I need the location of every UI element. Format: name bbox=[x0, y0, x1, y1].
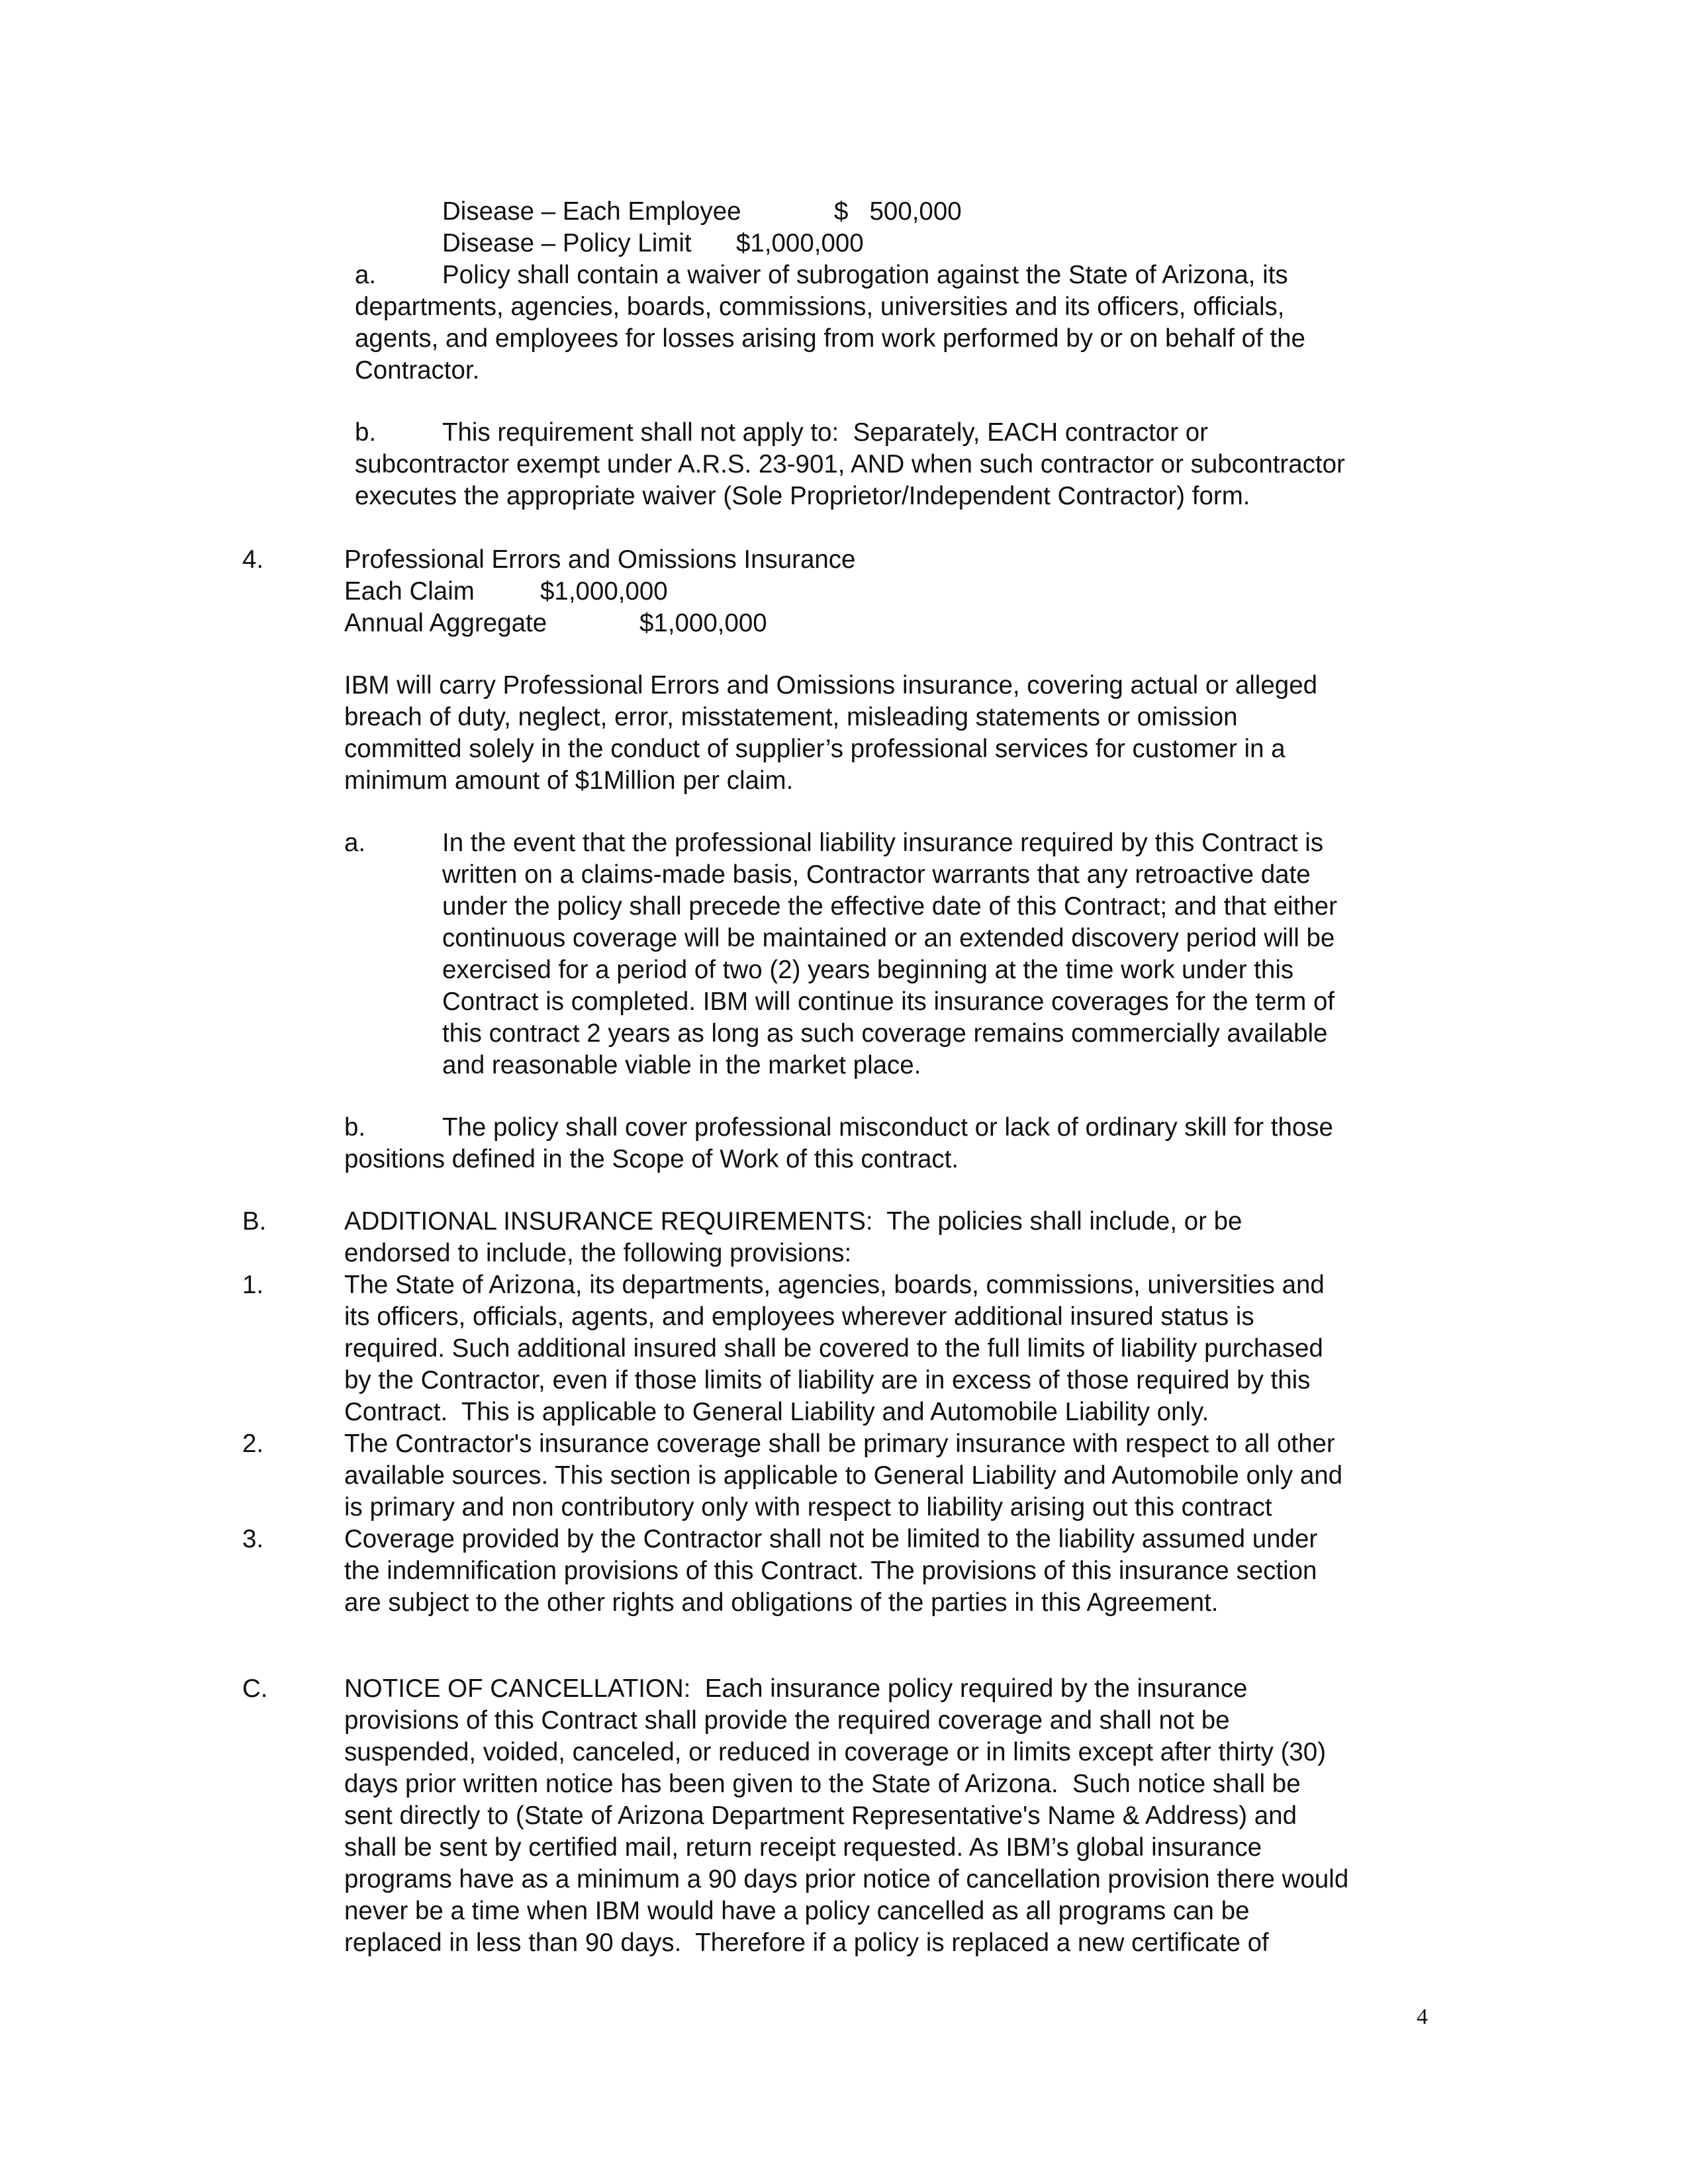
paragraph-line: and reasonable viable in the market place. bbox=[442, 1051, 921, 1079]
paragraph-line: written on a claims-made basis, Contractor warrants that any retroactive date bbox=[442, 860, 1311, 889]
paragraph-line: minimum amount of $1Million per claim. bbox=[344, 766, 794, 795]
paragraph-line: never be a time when IBM would have a policy cancelled as all programs can be bbox=[344, 1897, 1250, 1925]
paragraph-line: ADDITIONAL INSURANCE REQUIREMENTS: The policies shall include, or be bbox=[344, 1207, 1243, 1236]
paragraph-line: positions defined in the Scope of Work of this contract. bbox=[344, 1145, 959, 1173]
paragraph-line: the indemnification provisions of this Contract. The provisions of this insurance section bbox=[344, 1557, 1317, 1585]
paragraph-line: available sources. This section is applicable to General Liability and Automobile only and bbox=[344, 1461, 1343, 1490]
paragraph-line: shall be sent by certified mail, return receipt requested. As IBM’s global insurance bbox=[344, 1833, 1262, 1862]
paragraph-line: agents, and employees for losses arising from work performed by or on behalf of the bbox=[355, 324, 1305, 353]
paragraph-line: executes the appropriate waiver (Sole Proprietor/Independent Contractor) form. bbox=[355, 482, 1250, 510]
paragraph-line: suspended, voided, canceled, or reduced in coverage or in limits except after thirty (30) bbox=[344, 1738, 1327, 1766]
annual-aggregate-value: $1,000,000 bbox=[639, 609, 767, 637]
paragraph-line: sent directly to (State of Arizona Department Representative's Name & Address) and bbox=[344, 1801, 1297, 1830]
paragraph-line: Contract. This is applicable to General Liability and Automobile Liability only. bbox=[344, 1398, 1209, 1426]
item-number: 1. bbox=[242, 1271, 264, 1299]
disease-policy-label: Disease – Policy Limit bbox=[442, 229, 692, 257]
paragraph-line: programs have as a minimum a 90 days prior notice of cancellation provision there would bbox=[344, 1865, 1349, 1893]
paragraph-line: under the policy shall precede the effective date of this Contract; and that either bbox=[442, 892, 1337, 921]
paragraph-line: In the event that the professional liability insurance required by this Contract is bbox=[442, 829, 1324, 857]
paragraph-line: subcontractor exempt under A.R.S. 23-901, AND when such contractor or subcontractor bbox=[355, 450, 1345, 478]
disease-employee-label: Disease – Each Employee bbox=[442, 197, 741, 226]
item-number: 3. bbox=[242, 1525, 264, 1553]
paragraph-line: This requirement shall not apply to: Separately, EACH contractor or bbox=[442, 418, 1208, 447]
paragraph-line: departments, agencies, boards, commissions, universities and its officers, officials, bbox=[355, 293, 1285, 321]
section-title: Professional Errors and Omissions Insurance bbox=[344, 545, 856, 574]
paragraph-line: exercised for a period of two (2) years beginning at the time work under this bbox=[442, 956, 1294, 984]
annual-aggregate-label: Annual Aggregate bbox=[344, 609, 547, 637]
paragraph-line: required. Such additional insured shall be covered to the full limits of liability purchased bbox=[344, 1334, 1323, 1363]
page-number: 4 bbox=[1417, 2005, 1428, 2029]
paragraph-line: provisions of this Contract shall provide the required coverage and shall not be bbox=[344, 1706, 1230, 1735]
paragraph-line: breach of duty, neglect, error, misstatement, misleading statements or omission bbox=[344, 703, 1238, 731]
item-marker: b. bbox=[355, 418, 377, 447]
item-marker: a. bbox=[344, 829, 366, 857]
paragraph-line: The State of Arizona, its departments, agencies, boards, commissions, universities and bbox=[344, 1271, 1325, 1299]
paragraph-line: is primary and non contributory only with respect to liability arising out this contract bbox=[344, 1493, 1272, 1522]
paragraph-line: committed solely in the conduct of supplier’s professional services for customer in a bbox=[344, 735, 1286, 763]
each-claim-value: $1,000,000 bbox=[540, 577, 668, 606]
paragraph-line: by the Contractor, even if those limits of liability are in excess of those required by this bbox=[344, 1366, 1311, 1394]
item-marker: a. bbox=[355, 261, 377, 289]
paragraph-line: this contract 2 years as long as such coverage remains commercially available bbox=[442, 1019, 1328, 1048]
item-number: 2. bbox=[242, 1430, 264, 1458]
section-number: 4. bbox=[242, 545, 264, 574]
paragraph-line: continuous coverage will be maintained or an extended discovery period will be bbox=[442, 924, 1335, 952]
section-letter: C. bbox=[242, 1674, 268, 1703]
paragraph-line: The Contractor's insurance coverage shall be primary insurance with respect to all other bbox=[344, 1430, 1335, 1458]
paragraph-line: its officers, officials, agents, and employees wherever additional insured status is bbox=[344, 1302, 1254, 1331]
disease-policy-value: $1,000,000 bbox=[736, 229, 864, 257]
paragraph-line: endorsed to include, the following provisions: bbox=[344, 1239, 852, 1267]
paragraph-line: Policy shall contain a waiver of subrogation against the State of Arizona, its bbox=[442, 261, 1288, 289]
paragraph-line: are subject to the other rights and obligations of the parties in this Agreement. bbox=[344, 1588, 1219, 1617]
paragraph-line: IBM will carry Professional Errors and Omissions insurance, covering actual or alleged bbox=[344, 671, 1318, 700]
paragraph-line: Coverage provided by the Contractor shall not be limited to the liability assumed under bbox=[344, 1525, 1318, 1553]
each-claim-label: Each Claim bbox=[344, 577, 475, 606]
paragraph-line: Contractor. bbox=[355, 356, 480, 385]
item-marker: b. bbox=[344, 1113, 366, 1142]
section-letter: B. bbox=[242, 1207, 267, 1236]
paragraph-line: days prior written notice has been given to the State of Arizona. Such notice shall be bbox=[344, 1770, 1301, 1798]
paragraph-line: replaced in less than 90 days. Therefore if a policy is replaced a new certificate of bbox=[344, 1929, 1269, 1957]
paragraph-line: Contract is completed. IBM will continue its insurance coverages for the term of bbox=[442, 987, 1335, 1016]
disease-employee-value: $ 500,000 bbox=[834, 197, 962, 226]
paragraph-line: The policy shall cover professional misconduct or lack of ordinary skill for those bbox=[442, 1113, 1333, 1142]
paragraph-line: NOTICE OF CANCELLATION: Each insurance policy required by the insurance bbox=[344, 1674, 1248, 1703]
